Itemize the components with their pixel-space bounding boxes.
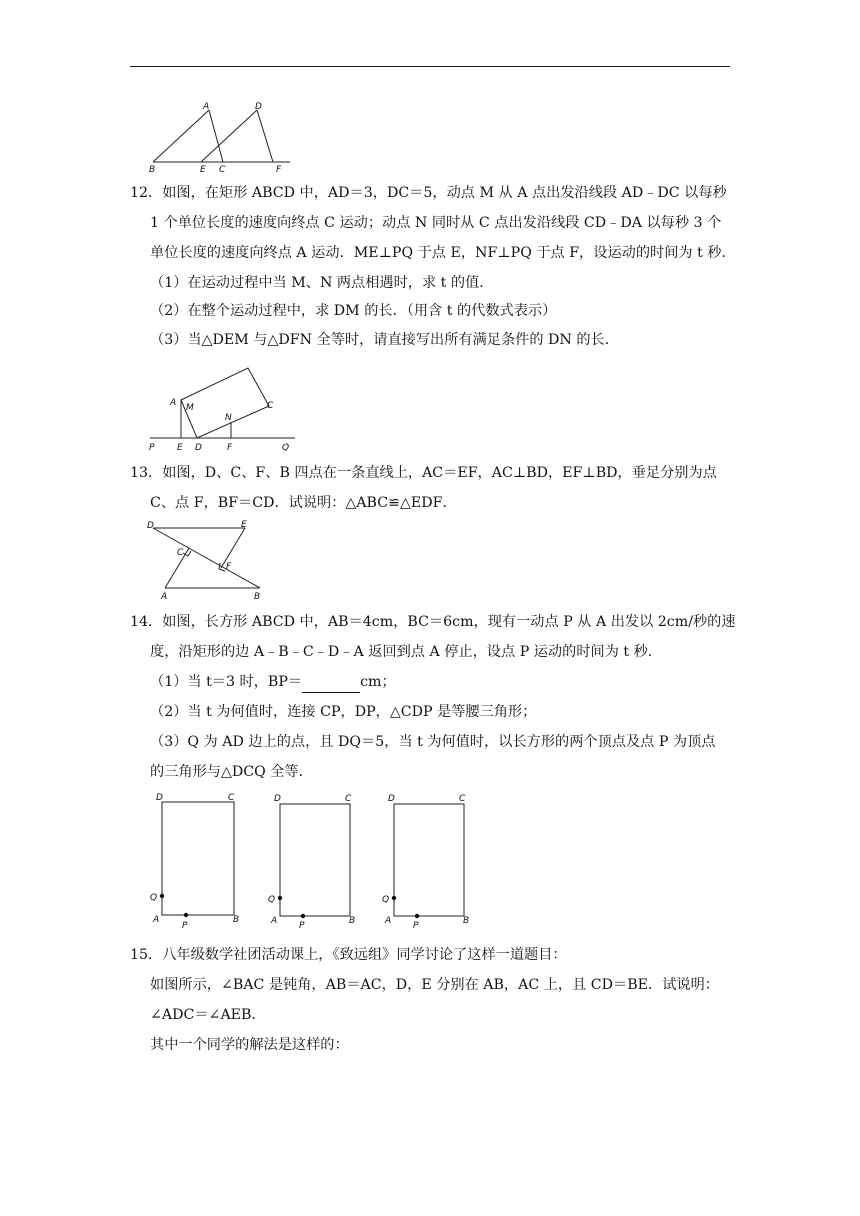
q14-sub1 [150,672,396,693]
label-f: F [227,443,233,453]
label-p: P [182,921,188,931]
q13-line1: 13．如图，D、C、F、B 四点在一条直线上，AC＝EF，AC⊥BD，EF⊥BD，垂足分别为点 [130,465,717,481]
label-b: B [463,916,470,926]
label-d: D [255,102,262,112]
label-q: Q [382,895,390,905]
label-a: A [170,398,177,408]
header-rule [130,66,730,67]
label-a: A [161,592,168,602]
q14-sub3b: 的三角形与△DCQ 全等． [150,764,313,780]
label-d: D [274,794,281,804]
label-c: C [345,794,352,804]
label-a: A [385,916,392,926]
label-q: Q [150,893,158,903]
label-q: Q [282,443,290,453]
answer-blank[interactable] [302,672,360,693]
q14-sub3a: （3）Q 为 AD 边上的点，且 DQ＝5，当 t 为何值时，以长方形的两个顶点及点 P 为顶点 [150,734,716,750]
figure-q13 [145,518,275,600]
label-c: C [267,401,274,411]
label-p: P [299,921,305,931]
figure-q14-rect-1 [150,790,250,930]
q12-line3: 单位长度的速度向终点 A 运动．ME⊥PQ 于点 E，NF⊥PQ 于点 F，设运动的时间为 t 秒． [150,245,736,261]
label-d: D [195,443,202,453]
q13-line2: C、点 F，BF＝CD．试说明：△ABC≌△EDF． [150,495,457,511]
q14-sub1-suffix: cm； [360,674,396,690]
q12-sub1: （1）在运动过程中当 M、N 两点相遇时，求 t 的值． [150,275,494,291]
label-e: E [241,520,247,530]
label-b: B [349,916,356,926]
label-p: P [413,921,419,931]
label-d: D [147,521,154,531]
label-e: E [177,443,183,453]
q14-sub2: （2）当 t 为何值时，连接 CP，DP，△CDP 是等腰三角形； [150,704,537,720]
label-d: D [156,793,163,803]
label-f: F [276,165,282,175]
figure-q14-rect-2 [268,790,368,930]
q15-line2: 如图所示，∠BAC 是钝角，AB＝AC，D，E 分别在 AB，AC 上，且 CD＝BE．试说明： [150,977,719,993]
label-b: B [149,165,156,175]
label-c: C [177,548,184,558]
label-e: E [200,165,206,175]
q12-sub2: （2）在整个运动过程中，求 DM 的长．（用含 t 的代数式表示） [150,303,557,319]
q12-line1: 12．如图，在矩形 ABCD 中，AD＝3，DC＝5，动点 M 从 A 点出发沿线段 AD﹣DC 以每秒 [130,185,727,201]
label-a: A [203,102,210,112]
figure-q14-rect-3 [382,790,482,930]
q14-sub1-prefix: （1）当 t＝3 时，BP＝ [150,674,303,690]
label-a: A [271,916,278,926]
figure-q12 [145,362,305,452]
label-a: A [153,915,160,925]
label-d: D [388,794,395,804]
label-c: C [228,793,235,803]
q14-line2: 度，沿矩形的边 A﹣B﹣C﹣D﹣A 返回到点 A 停止，设点 P 运动的时间为 t 秒． [150,644,662,660]
q14-line1: 14．如图，长方形 ABCD 中，AB＝4cm，BC＝6cm，现有一动点 P 从 A 出发以 2cm/秒的速 [130,614,736,630]
q12-line2: 1 个单位长度的速度向终点 C 运动；动点 N 同时从 C 点出发沿线段 CD﹣DA 以每秒 3 个 [150,215,722,231]
label-c: C [459,794,466,804]
q12-sub3: （3）当△DEM 与△DFN 全等时，请直接写出所有满足条件的 DN 的长． [150,332,619,348]
q15-line4: 其中一个同学的解法是这样的： [150,1037,349,1053]
label-p: P [149,443,155,453]
label-q: Q [268,895,276,905]
q15-line1: 15．八年级数学社团活动课上，《致远组》同学讨论了这样一道题目： [130,947,567,963]
figure-q11 [145,100,295,175]
label-b: B [254,592,261,602]
q15-line3: ∠ADC＝∠AEB． [150,1007,266,1023]
label-f: F [226,562,232,572]
label-m: M [186,403,194,413]
label-b: B [233,915,240,925]
label-c: C [219,165,226,175]
label-n: N [225,413,232,423]
